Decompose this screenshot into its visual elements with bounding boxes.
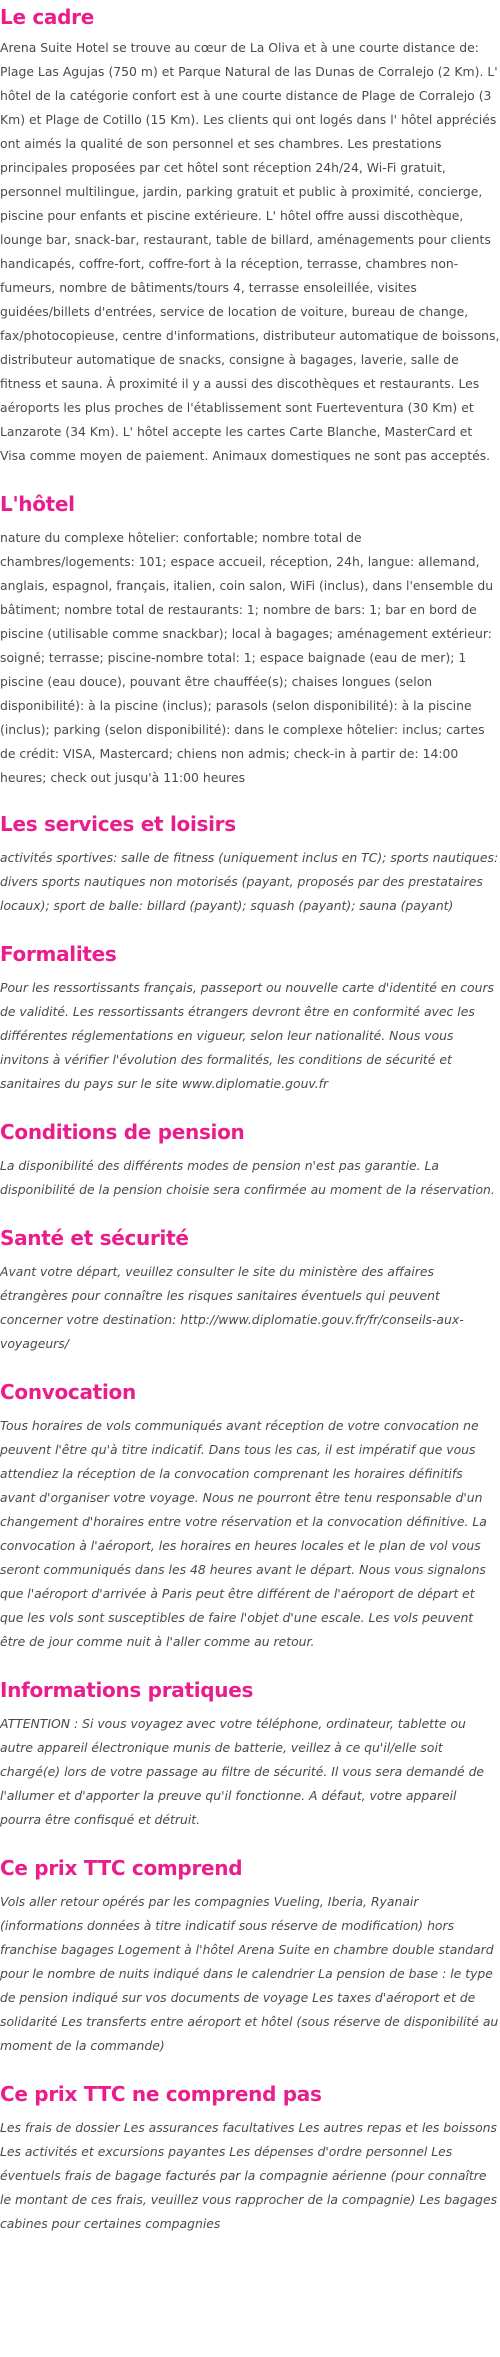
section-title: Les services et loisirs (0, 812, 236, 836)
section-text: ATTENTION : Si vous voyagez avec votre téléphone, ordinateur, tablette ou autre appareil électronique munis de batterie, veillez à ce qu'il/elle soit chargé(e) lors de votre passage au filtre de sécurité. Il vous sera demandé de l'allumer et d'apporter la preuve qu'il fonctionne. A défaut, votre appareil pourra être confisqué et détruit. (0, 1716, 485, 1827)
section-text: Les frais de dossier Les assurances facultatives Les autres repas et les boissons Les activités et excursions payantes Les dépenses d'ordre personnel Les éventuels frais de bagage facturés par la compagnie aérienne (pour connaître le montant de ces frais, veuillez vous rapprocher de la compagnie) Les bagages cabines pour certaines compagnies (0, 2120, 498, 2231)
section-title: Formalites (0, 942, 117, 966)
section-services-loisirs (0, 790, 500, 918)
section-text: activités sportives: salle de fitness (uniquement inclus en TC); sports nautiques: divers sports nautiques non motorisés (payant, proposés par des prestataires locaux); sport de balle: billard (payant); squash (payant); sauna (payant) (0, 850, 499, 913)
section-text: Pour les ressortissants français, passeport ou nouvelle carte d'identité en cours de validité. Les ressortissants étrangers devront être en conformité avec les différentes réglementations en vigueur, selon leur nationalité. Nous vous invitons à vérifier l'évolution des formalités, les conditions de sécurité et sanitaires du pays sur le site www.diplomatie.gouv.fr (0, 980, 494, 1091)
section-title: Conditions de pension (0, 1120, 245, 1144)
section-title: Le cadre (0, 5, 94, 29)
section-informations-pratiques (0, 1654, 500, 1832)
section-title: Convocation (0, 1380, 136, 1404)
section-title: Santé et sécurité (0, 1226, 189, 1250)
section-text: nature du complexe hôtelier: confortable; nombre total de chambres/logements: 101; espace accueil, réception, 24h, langue: allemand, anglais, espagnol, français, italien, coin salon, WiFi (inclus), dans l'ensemble du bâtiment; nombre total de restaurants: 1; nombre de bars: 1; bar en bord de piscine (utilisable comme snackbar); local à bagages; aménagement extérieur: soigné; terrasse; piscine-nombre total: 1; espace baignade (eau de mer); 1 piscine (eau douce), pouvant être chauffée(s); chaises longues (selon disponibilité): à la piscine (inclus); parasols (selon disponibilité): à la piscine (inclus); parking (selon disponibilité): dans le complexe hôtelier: inclus; cartes de crédit: VISA, Mastercard; chiens non admis; check-in à partir de: 14:00 heures; check out jusqu'à 11:00 heures (0, 530, 494, 785)
section-title: Ce prix TTC ne comprend pas (0, 2082, 322, 2106)
section-title: Ce prix TTC comprend (0, 1856, 243, 1880)
section-text: Avant votre départ, veuillez consulter le site du ministère des affaires étrangères pour connaître les risques sanitaires éventuels qui peuvent concerner votre destination: http://www.diplomatie.gouv.fr/fr/conseils-aux-voyageurs/ (0, 1264, 464, 1351)
section-text: Tous horaires de vols communiqués avant réception de votre convocation ne peuvent l'être qu'à titre indicatif. Dans tous les cas, il est impératif que vous attendiez la réception de la convocation comprenant les horaires définitifs avant d'organiser votre voyage. Nous ne pourront être tenu responsable d'un changement d'horaires entre votre réservation et la convocation définitive. La convocation à l'aéroport, les horaires en heures locales et le plan de vol vous seront communiqués dans les 48 heures avant le départ. Nous vous signalons que l'aéroport d'arrivée à Paris peut être différent de l'aéroport de départ et que les vols sont susceptibles de faire l'objet d'une escale. Les vols peuvent être de jour comme nuit à l'aller comme au retour. (0, 1418, 487, 1649)
section-formalites (0, 918, 500, 1096)
section-title: L'hôtel (0, 492, 75, 516)
section-hotel (0, 468, 500, 790)
section-le-cadre (0, 0, 500, 468)
section-sante-securite (0, 1202, 500, 1356)
section-prix-comprend (0, 1832, 500, 2058)
section-convocation (0, 1356, 500, 1654)
section-title: Informations pratiques (0, 1678, 254, 1702)
section-text: Vols aller retour opérés par les compagnies Vueling, Iberia, Ryanair (informations données à titre indicatif sous réserve de modification) hors franchise bagages Logement à l'hôtel Arena Suite en chambre double standard pour le nombre de nuits indiqué dans le calendrier La pension de base : le type de pension indiqué sur vos documents de voyage Les taxes d'aéroport et de solidarité Les transferts entre aéroport et hôtel (sous réserve de disponibilité au moment de la commande) (0, 1894, 499, 2053)
section-prix-ne-comprend-pas (0, 2058, 500, 2236)
section-conditions-pension (0, 1096, 500, 1202)
section-text: La disponibilité des différents modes de pension n'est pas garantie. La disponibilité de la pension choisie sera confirmée au moment de la réservation. (0, 1158, 495, 1197)
section-text: Arena Suite Hotel se trouve au cœur de La Oliva et à une courte distance de: Plage Las Agujas (750 m) et Parque Natural de las Dunas de Corralejo (2 Km). L' hôtel de la catégorie confort est à une courte distance de Plage de Corralejo (3 Km) et Plage de Cotillo (15 Km). Les clients qui ont logés dans l' hôtel appréciés ont aimés la qualité de son personnel et ses chambres. Les prestations principales proposées par cet hôtel sont réception 24h/24, Wi-Fi gratuit, personnel multilingue, jardin, parking gratuit et public à proximité, concierge, piscine pour enfants et piscine extérieure. L' hôtel offre aussi discothèque, lounge bar, snack-bar, restaurant, table de billard, aménagements pour clients handicapés, coffre-fort, coffre-fort à la réception, terrasse, chambres non-fumeurs, nombre de bâtiments/tours 4, terrasse ensoleillée, visites guidées/billets d'entrées, service de location de voiture, bureau de change, fax/photocopieuse, centre d'informations, distributeur automatique de boissons, distributeur automatique de snacks, consigne à bagages, laverie, salle de fitness et sauna. À proximité il y a aussi des discothèques et restaurants. Les aéroports les plus proches de l'établissement sont Fuerteventura (30 Km) et Lanzarote (34 Km). L' hôtel accepte les cartes Carte Blanche, MasterCard et Visa comme moyen de paiement. Animaux domestiques ne sont pas acceptés. (0, 40, 500, 463)
